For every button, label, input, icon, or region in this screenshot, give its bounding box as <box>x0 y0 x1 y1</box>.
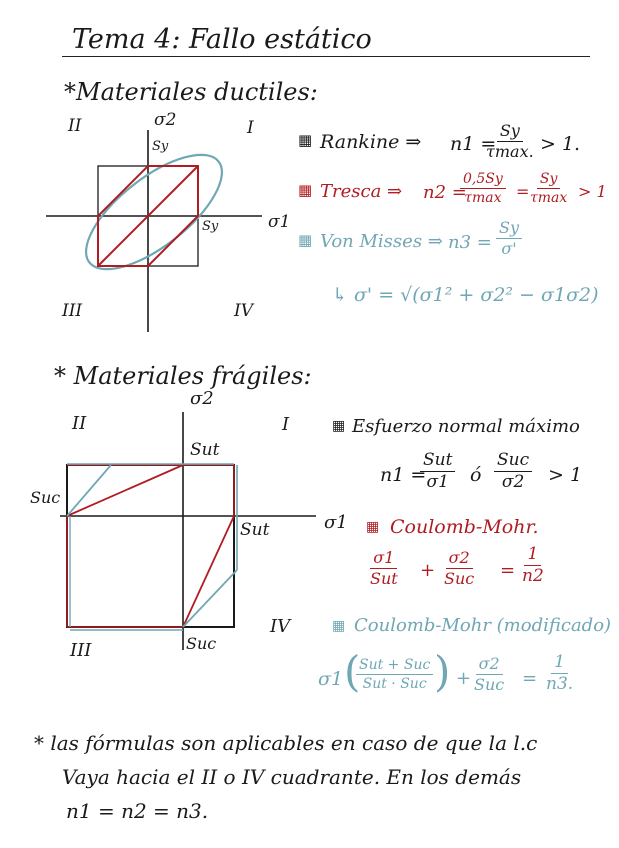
coulombmod-fraction-1 <box>356 658 433 691</box>
rankine-lhs: n1 = <box>450 133 497 155</box>
coulombmod-num-3: 1 <box>551 654 568 674</box>
vonmises-formula: ↳ σ' = √(σ1² + σ2² − σ1σ2) <box>332 284 599 306</box>
coulomb-plus: + <box>420 560 436 581</box>
coulomb-den-1: Sut <box>370 569 398 588</box>
ductile-axis-y-label: σ2 <box>154 110 177 130</box>
ductile-quadrant-3: III <box>62 301 83 321</box>
coulombmod-num-1: Sut + Suc <box>356 658 433 675</box>
coulombmod-plus: + <box>456 668 472 689</box>
coulomb-num-2: σ2 <box>446 550 473 569</box>
coulomb-line-q4 <box>183 516 234 627</box>
tresca-den-2: τmax <box>530 190 568 206</box>
maxnormal-num-2: Suc <box>494 452 532 472</box>
coulombmod-num-2: σ2 <box>476 656 503 675</box>
rankine-tail: > 1. <box>540 133 581 155</box>
maxnormal-lhs: n1 = <box>380 464 427 486</box>
coulombmod-den-3: n3. <box>546 674 574 694</box>
coulombmod-den-1: Sut · Suc <box>362 676 427 692</box>
ductile-heading: *Materiales ductiles: <box>64 78 318 106</box>
tresca-label: Tresca ⇒ <box>320 181 403 202</box>
coulombmod-fraction-2 <box>474 656 504 693</box>
tresca-num-2: Sy <box>537 172 561 189</box>
tresca-den-1: τmax <box>464 190 502 206</box>
fragile-quadrant-2: II <box>72 413 87 434</box>
ductile-quadrant-2: II <box>68 116 82 136</box>
rankine-label: Rankine ⇒ <box>320 131 422 153</box>
coulombmod-bullet-icon: ▦ <box>332 618 346 634</box>
ductile-quadrant-1: I <box>247 118 254 138</box>
coulombmod-eq: = <box>522 668 538 689</box>
vonmises-label: Von Misses ⇒ <box>320 231 443 252</box>
fragile-sut-right: Sut <box>240 520 270 540</box>
coulomb-eq: = <box>500 560 516 581</box>
footer-line-2: Vaya hacia el II o IV cuadrante. En los demás <box>62 765 522 789</box>
maxnormal-fraction-2 <box>494 452 532 491</box>
coulomb-fraction-3 <box>522 546 544 585</box>
maxnormal-tail: > 1 <box>548 464 583 486</box>
maxnormal-den-2: σ2 <box>501 472 525 492</box>
vonmises-num: Sy <box>496 220 522 239</box>
maxnormal-label: Esfuerzo normal máximo <box>352 416 580 437</box>
maxnormal-or: ó <box>470 464 482 486</box>
fragile-quadrant-4: IV <box>270 616 291 637</box>
maxnormal-fraction-1 <box>420 452 455 491</box>
tresca-eq: = <box>516 182 530 201</box>
maxnormal-den-1: σ1 <box>426 472 449 492</box>
fragile-quadrant-3: III <box>70 640 92 661</box>
fragile-sut-top: Sut <box>190 440 220 460</box>
mod-line-q2a <box>67 465 111 516</box>
ductile-quadrant-4: IV <box>234 301 253 321</box>
tresca-lhs: n2 = <box>423 182 467 203</box>
coulomb-den-3: n2 <box>522 566 544 586</box>
coulombmod-paren-open: ( <box>344 647 361 696</box>
fragile-suc-left: Suc <box>30 488 61 507</box>
tresca-num-1: 0,5Sy <box>460 172 506 189</box>
fragile-axis-x-label: σ1 <box>324 512 348 533</box>
coulombmod-fraction-3 <box>546 654 573 693</box>
coulombmod-den-2: Suc <box>474 675 505 694</box>
vonmises-lhs: n3 = <box>448 232 492 253</box>
coulombmod-lhs: σ1 <box>318 668 344 690</box>
page-title: Tema 4: Fallo estático <box>72 24 372 55</box>
maxnormal-bullet-icon: ▦ <box>332 418 346 434</box>
coulombmod-paren-close: ) <box>434 647 451 696</box>
maxnormal-num-1: Sut <box>420 452 455 472</box>
footer-line-1: * las fórmulas son aplicables en caso de que la l.c <box>34 731 538 755</box>
coulomb-line-q2 <box>67 465 183 516</box>
max-normal-rect <box>67 465 234 627</box>
fragile-quadrant-1: I <box>282 414 290 435</box>
footer-line-3: n1 = n2 = n3. <box>66 799 209 823</box>
vonmises-den: σ' <box>501 239 517 258</box>
mod-line-q4 <box>183 570 237 627</box>
coulomb-bullet-icon: ▦ <box>366 519 380 535</box>
fragile-suc-bottom: Suc <box>186 634 217 653</box>
fragile-heading: * Materiales frágiles: <box>54 362 312 390</box>
coulomb-num-1: σ1 <box>370 550 397 569</box>
coulomb-label: Coulomb-Mohr. <box>390 516 539 538</box>
coulomb-num-3: 1 <box>524 546 541 566</box>
ductile-sy-top: Sy <box>152 139 169 154</box>
coulomb-fraction-1 <box>370 550 398 587</box>
tresca-tail: > 1 <box>578 182 607 201</box>
rankine-bullet-icon: ▦ <box>298 131 313 149</box>
coulombmod-label: Coulomb-Mohr (modificado) <box>354 615 612 636</box>
ductile-axis-x-label: σ1 <box>268 212 291 232</box>
ductile-sy-right: Sy <box>202 219 219 234</box>
rankine-den: τmax. <box>486 142 534 161</box>
tresca-bullet-icon: ▦ <box>298 181 313 199</box>
vonmises-bullet-icon: ▦ <box>298 231 313 249</box>
fragile-axis-y-label: σ2 <box>190 388 214 409</box>
coulomb-fraction-2 <box>444 550 474 587</box>
rankine-num: Sy <box>497 123 523 142</box>
coulomb-den-2: Suc <box>444 569 475 588</box>
